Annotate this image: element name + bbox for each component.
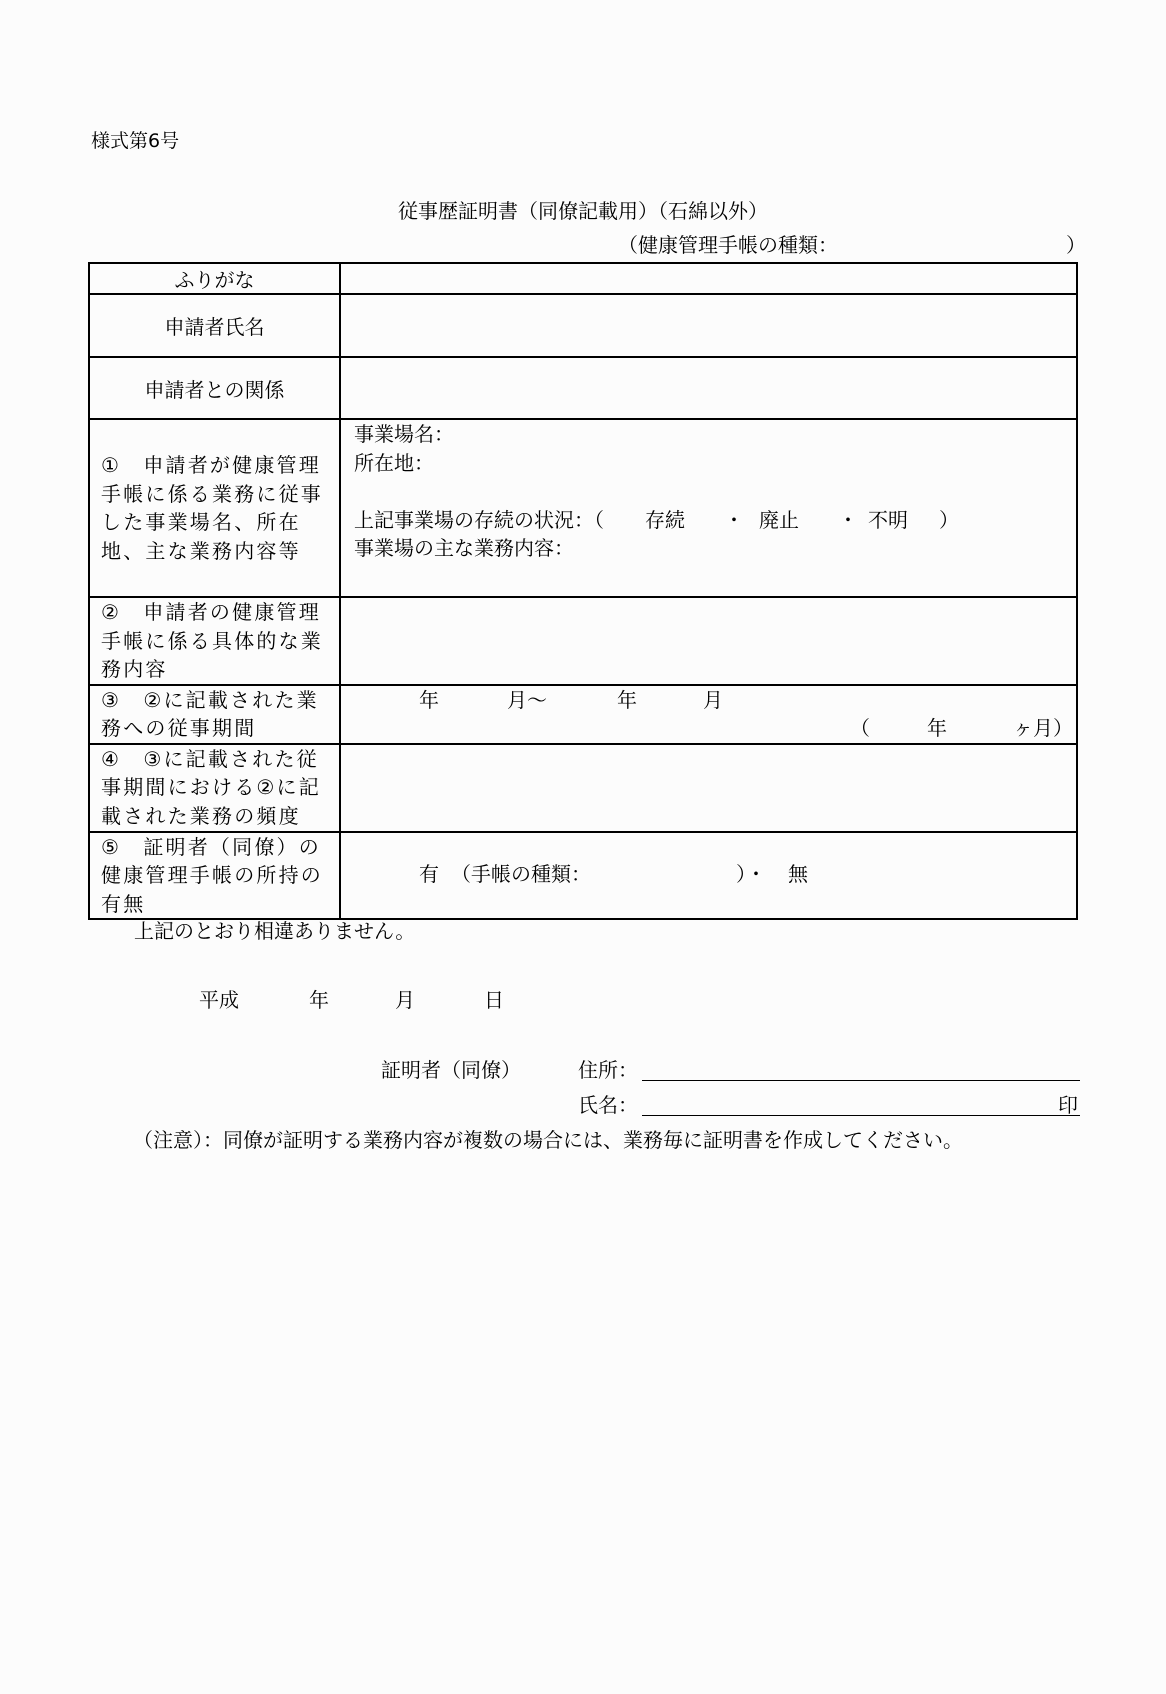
- document-title: 従事歴証明書（同僚記載用）（石綿以外）: [398, 199, 768, 223]
- table-row: [89, 597, 1077, 685]
- status-separator: ・: [838, 508, 858, 532]
- work-frequency-field[interactable]: [340, 744, 1077, 832]
- certifier-name-label: 氏名：: [578, 1093, 638, 1117]
- total-year: 年: [927, 715, 947, 740]
- total-open: （: [850, 715, 870, 740]
- certifier-name-line[interactable]: [642, 1115, 1080, 1116]
- table-row: [89, 263, 1077, 294]
- handbook-type-input[interactable]: [848, 236, 1058, 258]
- work-period-label: ③ ②に記載された業務への従事期間: [89, 685, 340, 744]
- specific-work-label: ② 申請者の健康管理手帳に係る具体的な業務内容: [89, 597, 340, 685]
- table-row: [89, 294, 1077, 357]
- status-close: ）: [939, 508, 959, 532]
- form-number: 様式第6号: [91, 130, 180, 152]
- relationship-label: 申請者との関係: [89, 357, 340, 419]
- period-start-month: 月～: [507, 687, 547, 712]
- handbook-type-inline-close: ）・: [736, 861, 766, 886]
- certifier-address-line[interactable]: [642, 1080, 1080, 1081]
- applicant-name-label: 申請者氏名: [89, 294, 340, 357]
- period-start-year: 年: [419, 687, 439, 712]
- table-row: [89, 419, 1077, 597]
- status-separator: ・: [724, 508, 744, 532]
- declaration-text: 上記のとおり相違ありません。: [134, 919, 416, 943]
- status-label: 上記事業場の存続の状況：（: [354, 508, 604, 532]
- status-option-closed[interactable]: 廃止: [759, 508, 799, 532]
- furigana-field[interactable]: [340, 263, 1077, 294]
- date-day: 日: [484, 988, 504, 1012]
- total-month: ヶ月）: [1013, 715, 1073, 740]
- address-label: 所在地：: [354, 451, 434, 475]
- handbook-possession-field[interactable]: [340, 832, 1077, 920]
- certifier-label: 証明者（同僚）: [381, 1058, 521, 1082]
- work-frequency-label: ④ ③に記載された従事期間における②に記載された業務の頻度: [89, 744, 340, 832]
- handbook-type-label: （健康管理手帳の種類：: [618, 233, 838, 257]
- period-end-month: 月: [703, 687, 723, 712]
- main-work-label: 事業場の主な業務内容：: [354, 536, 574, 560]
- date-era: 平成: [199, 988, 239, 1012]
- workplace-info-label: ① 申請者が健康管理手帳に係る業務に従事した事業場名、所在地、主な業務内容等: [89, 419, 340, 597]
- table-row: [89, 832, 1077, 920]
- possession-yes[interactable]: 有: [419, 861, 439, 886]
- note-text: （注意）：同僚が証明する業務内容が複数の場合には、業務毎に証明書を作成してください。: [133, 1128, 963, 1152]
- certificate-table: [88, 262, 1078, 920]
- status-option-unknown[interactable]: 不明: [868, 508, 908, 532]
- handbook-type-close: ）: [1066, 233, 1086, 257]
- date-year: 年: [309, 988, 329, 1012]
- certifier-address-label: 住所：: [578, 1058, 638, 1082]
- furigana-label: ふりがな: [89, 263, 340, 294]
- possession-no[interactable]: 無: [788, 861, 808, 886]
- handbook-possession-label: ⑤ 証明者（同僚）の健康管理手帳の所持の有無: [89, 832, 340, 920]
- specific-work-field[interactable]: [340, 597, 1077, 685]
- table-row: [89, 357, 1077, 419]
- table-row: [89, 685, 1077, 744]
- applicant-name-field[interactable]: [340, 294, 1077, 357]
- date-month: 月: [395, 988, 415, 1012]
- table-row: [89, 744, 1077, 832]
- handbook-type-inline-label: （手帳の種類：: [451, 861, 591, 886]
- seal-mark: 印: [1058, 1093, 1078, 1117]
- period-end-year: 年: [617, 687, 637, 712]
- status-option-continuing[interactable]: 存続: [645, 508, 685, 532]
- workplace-name-label: 事業場名：: [354, 422, 454, 446]
- work-period-field[interactable]: [340, 685, 1077, 744]
- relationship-field[interactable]: [340, 357, 1077, 419]
- workplace-info-field[interactable]: [340, 419, 1077, 597]
